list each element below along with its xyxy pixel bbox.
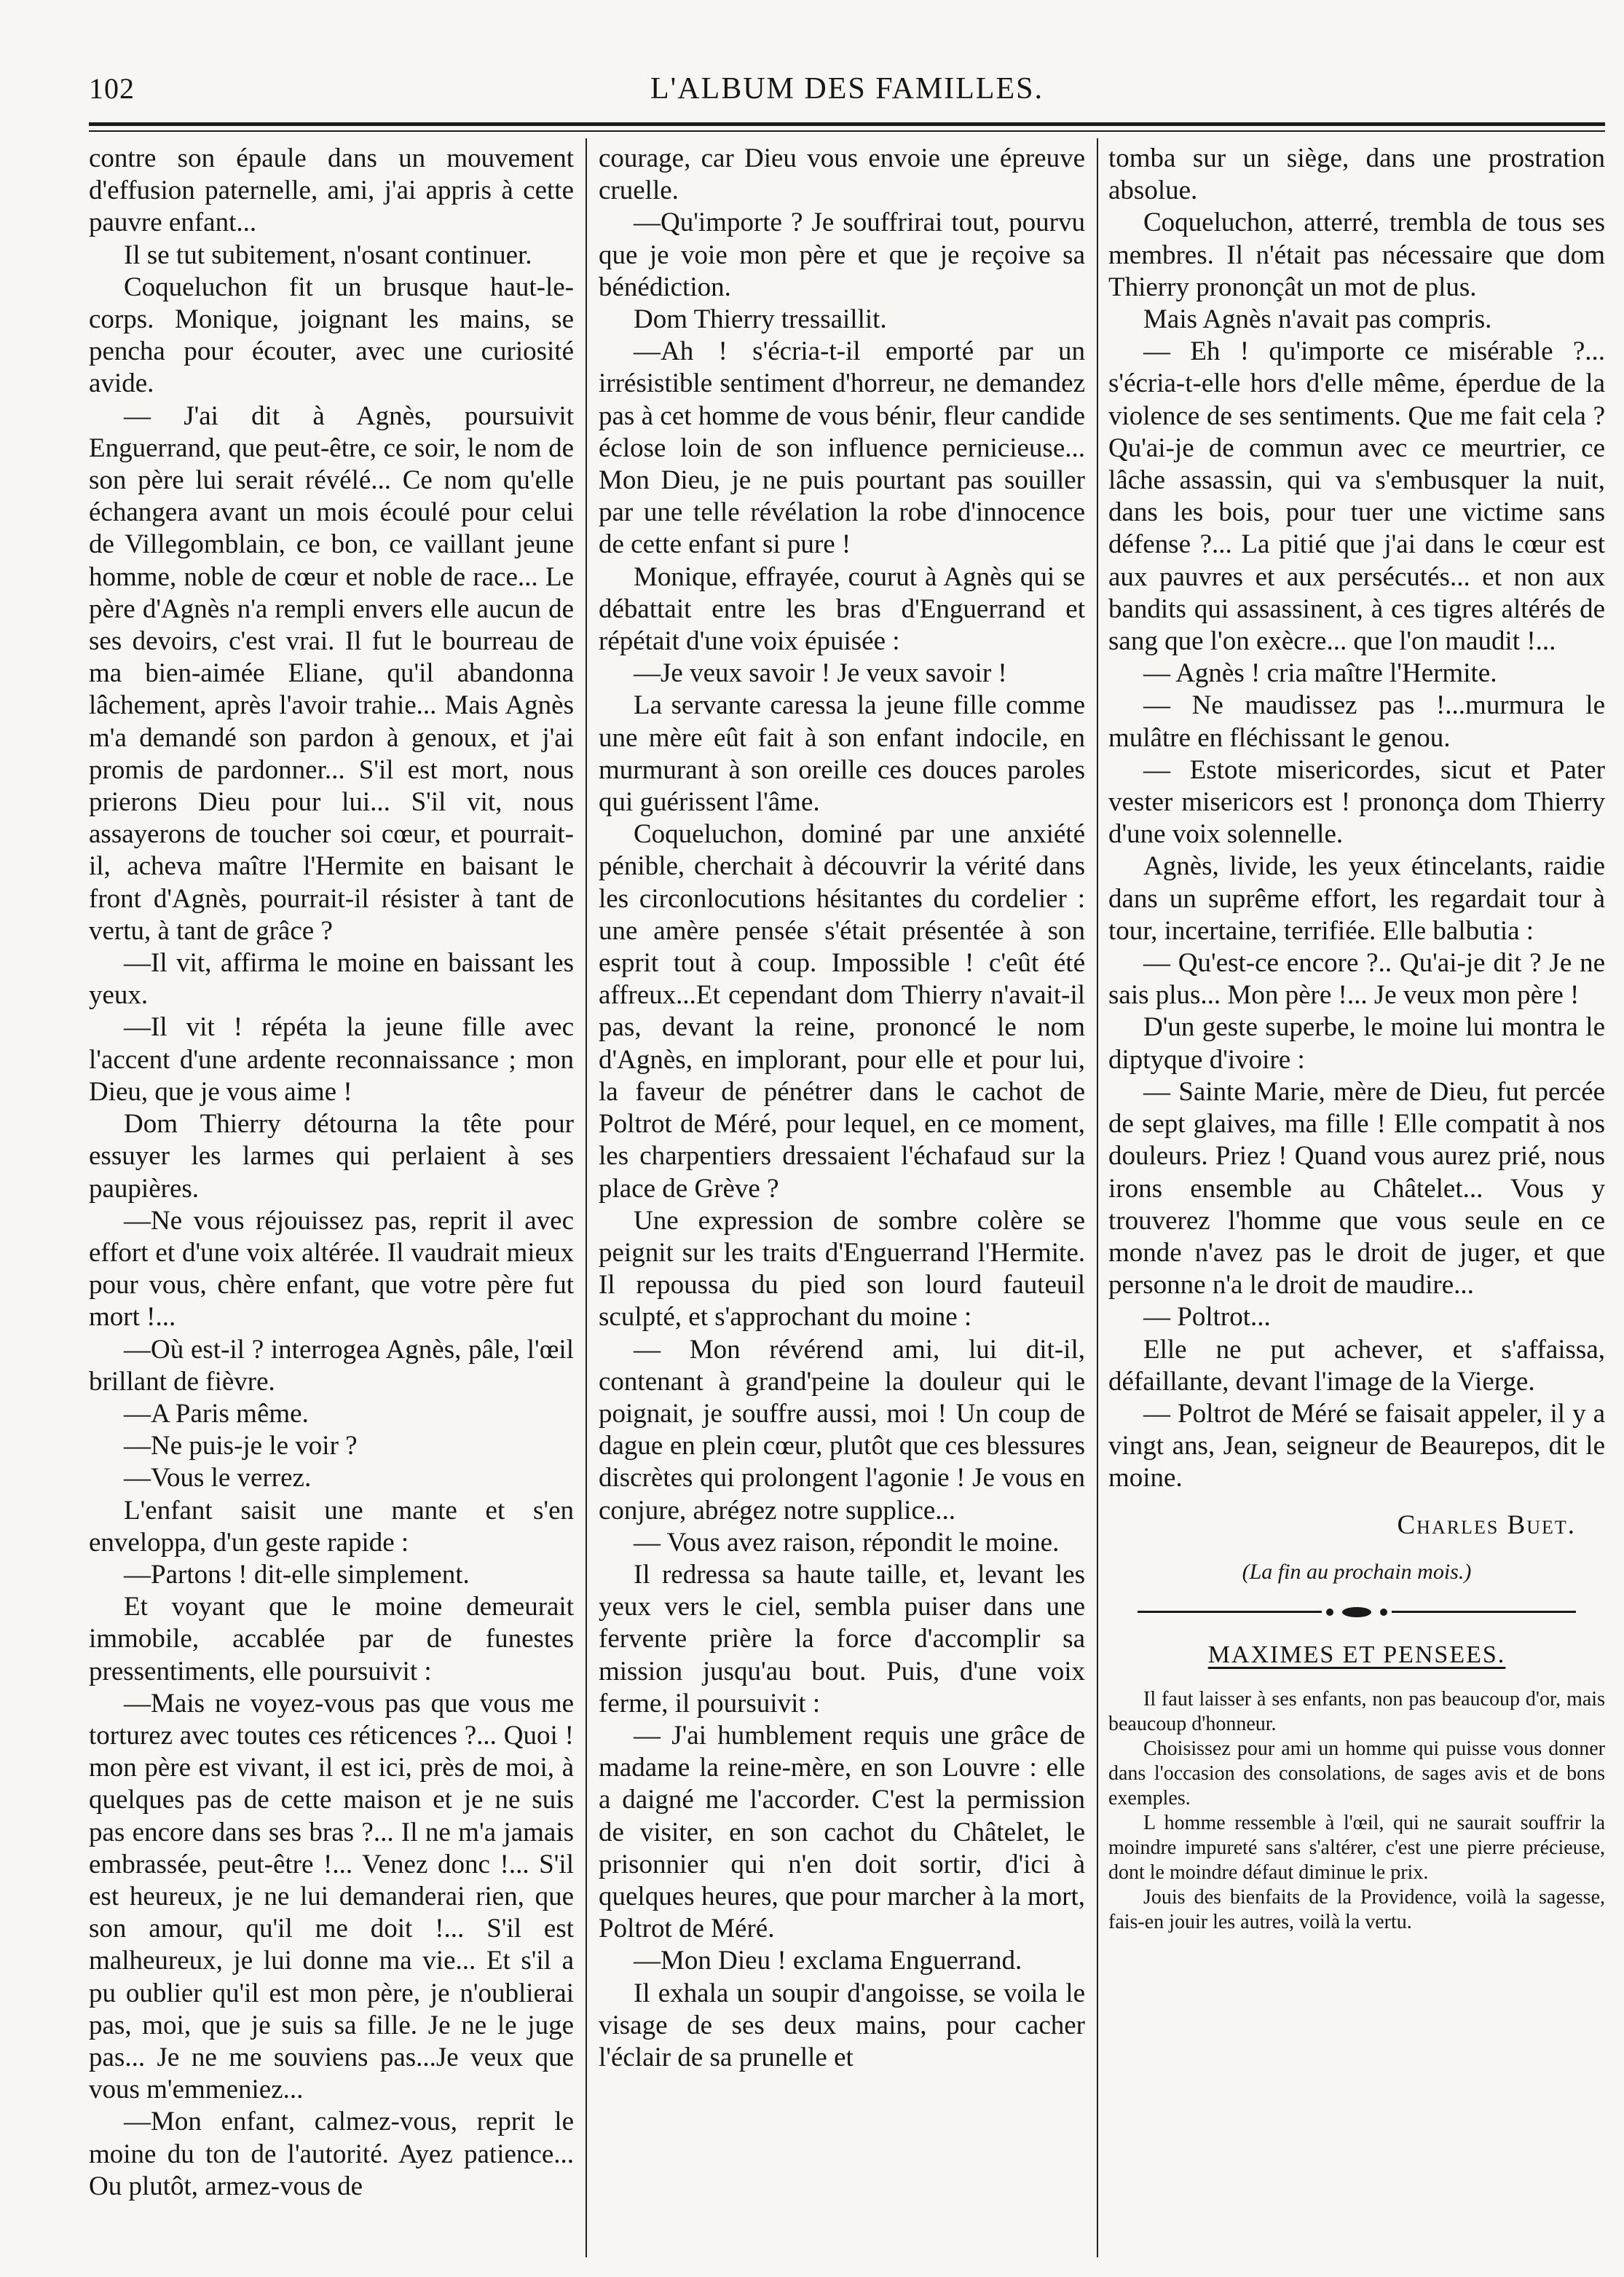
paragraph: tomba sur un siège, dans une prostration absolue. [1108,143,1605,206]
paragraph: —Où est-il ? interrogea Agnès, pâle, l'œil brillant de fièvre. [89,1334,574,1397]
maxims-list [1108,1687,1605,1935]
paragraph: —Ne vous réjouissez pas, reprit il avec effort et d'une voix altérée. Il vaudrait mieux pour vous, chère enfant, que votre père fut mort !... [89,1205,574,1333]
column-divider-1 [586,138,587,2257]
paragraph: — Agnès ! cria maître l'Hermite. [1143,658,1497,689]
paragraph: — Mon révérend ami, lui dit-il, contenant à grand'peine la douleur qui le poignait, je souffre aussi, moi ! Un coup de dague en plein cœur, plutôt que ces blessures discrètes qui prolongent l'agonie ! Je vous en conjure, abrégez notre supplice... [599,1334,1085,1526]
header-rule-thick [89,122,1605,126]
continuation-note: (La fin au prochain mois.) [1242,1559,1472,1584]
paragraph: — J'ai dit à Agnès, poursuivit Enguerrand, que peut-être, ce soir, le nom de son père lui serait révélé... Ce nom qu'elle échangera avant un mois écoulé pour celui de Villegomblain, ce bon, ce vaillant jeune homme, noble de cœur et noble de race... Le père d'Agnès n'a rempli envers elle aucun de ses devoirs, c'est vrai. Il fut le bourreau de ma bien-aimée Eliane, qu'il abandonna lâchement, après l'avoir trahie... Mais Agnès m'a demandé son pardon à genoux, et j'ai promis de pardonner... S'il est mort, nous prierons Dieu pour lui... S'il vit, nous assayerons de toucher soi cœur, et pourrait-il, acheva maître l'Hermite en baisant le front d'Agnès, pourrait-il résister à tant de vertu, à tant de grâce ? [89,400,574,946]
paragraph: Coqueluchon fit un brusque haut-le-corps. Monique, joignant les mains, se pencha pour écouter, avec une curiosité avide. [89,272,574,399]
column-divider-2 [1097,138,1098,2257]
paragraph: Mais Agnès n'avait pas compris. [1143,304,1492,335]
paragraph: —Mon Dieu ! exclama Enguerrand. [634,1946,1022,1976]
text-column-3 [1108,143,1605,2262]
paragraph: Monique, effrayée, courut à Agnès qui se débattait entre les bras d'Enguerrand et répétait d'une voix épuisée : [599,561,1085,657]
paragraph: D'un geste superbe, le moine lui montra le diptyque d'ivoire : [1108,1012,1605,1075]
paragraph: — Sainte Marie, mère de Dieu, fut percée de sept glaives, ma fille ! Elle compatit à nos douleurs. Priez ! Quand vous aurez prié, nous irons ensemble au Châtelet... Vous y trouverez l'homme que vous seule en ce monde n'avez pas le droit de juger, et que personne n'a le droit de maudire... [1108,1076,1605,1301]
paragraph: —Mais ne voyez-vous pas que vous me torturez avec toutes ces réticences ?... Quoi ! mon père est vivant, il est ici, près de moi, à quelques pas de cette maison et je ne suis pas encore dans ses bras ?... Il ne m'a jamais embrassée, peut-être !... Venez donc !... S'il est heureux, je ne lui demanderai rien, que son amour, qu'il me doit !... S'il est malheureux, je lui donne ma vie... Et s'il a pu oublier qu'il est mon père, je n'oublierai pas, moi, que je suis sa fille. Je ne le juge pas... Je ne me souviens pas...Je veux que vous m'emmeniez... [89,1688,574,2105]
paragraph: contre son épaule dans un mouvement d'effusion paternelle, ami, j'ai appris à cette pauvre enfant... [89,143,574,238]
header-rule-thin [89,130,1605,132]
running-title: L'ALBUM DES FAMILLES. [650,72,1044,106]
paragraph: L'enfant saisit une mante et s'en enveloppa, d'un geste rapide : [89,1495,574,1558]
text-column-2 [599,143,1085,2262]
paragraph: Dom Thierry détourna la tête pour essuyer les larmes qui perlaient à ses paupières. [89,1109,574,1204]
page-number: 102 [89,72,135,105]
paragraph: —Il vit, affirma le moine en baissant les yeux. [89,948,574,1011]
maxim-item: Il faut laisser à ses enfants, non pas beaucoup d'or, mais beaucoup d'honneur. [1108,1688,1605,1736]
paragraph: —Ne puis-je le voir ? [124,1431,358,1461]
text-column-1 [89,143,574,2262]
paragraph: Coqueluchon, atterré, trembla de tous ses membres. Il n'était pas nécessaire que dom Thierry prononçât un mot de plus. [1108,208,1605,302]
paragraph: — Poltrot... [1143,1302,1271,1333]
paragraph: —Vous le verrez. [124,1463,312,1493]
maxim-item: L homme ressemble à l'œil, qui ne saurait souffrir la moindre impureté sans s'altérer, c'est une pierre précieuse, dont le moindre défaut diminue le prix. [1108,1812,1605,1885]
paragraph: — Qu'est-ce encore ?.. Qu'ai-je dit ? Je ne sais plus... Mon père !... Je veux mon père ! [1108,948,1605,1011]
maxim-item: Choisissez pour ami un homme qui puisse vous donner dans l'occasion des consolations, de sages avis et de bons exemples. [1108,1737,1605,1810]
paragraph: —Qu'importe ? Je souffrirai tout, pourvu que je voie mon père et que je reçoive sa bénédiction. [599,208,1085,302]
paragraph: Coqueluchon, dominé par une anxiété pénible, cherchait à découvrir la vérité dans les circonlocutions hésitantes du cordelier : une amère pensée s'était présentée à son esprit tout à coup. Impossible ! c'eût été affreux...Et cependant dom Thierry n'avait-il pas, devant la reine, prononcé le nom d'Agnès, en implorant, pour elle et pour lui, la faveur de pénétrer dans le cachot de Poltrot de Méré, pour lequel, en ce moment, les charpentiers dressaient l'échafaud sur la place de Grève ? [599,819,1085,1204]
paragraph: Elle ne put achever, et s'affaissa, défaillante, devant l'image de la Vierge. [1108,1334,1605,1397]
author-signature: Charles Buet. [1397,1510,1576,1540]
paragraph: — Vous avez raison, répondit le moine. [634,1527,1060,1558]
paragraph: Dom Thierry tressaillit. [634,304,887,335]
page-header [89,67,1605,111]
paragraph: Agnès, livide, les yeux étincelants, raidie dans un suprême effort, les regardait tour à tour, incertaine, terrifiée. Elle balbutia : [1108,851,1605,946]
paragraph: Et voyant que le moine demeurait immobile, accablée par de funestes pressentiments, elle poursuivit : [89,1592,574,1686]
paragraph: —Ah ! s'écria-t-il emporté par un irrésistible sentiment d'horreur, ne demandez pas à cet homme de vous bénir, fleur candide éclose loin de son influence pernicieuse... Mon Dieu, je ne puis pourtant pas souiller par une telle révélation la robe d'innocence de cette enfant si pure ! [599,336,1085,560]
paragraph: —A Paris même. [124,1398,309,1429]
paragraph: —Mon enfant, calmez-vous, reprit le moine du ton de l'autorité. Ayez patience... Ou plutôt, armez-vous de [89,2107,574,2201]
paragraph: Une expression de sombre colère se peignit sur les traits d'Enguerrand l'Hermite. Il repoussa du pied son lourd fauteuil sculpté, et s'approchant du moine : [599,1205,1085,1333]
paragraph: — Ne maudissez pas !...murmura le mulâtre en fléchissant le genou. [1108,690,1605,753]
column-3-story [1108,143,1605,1495]
paragraph: La servante caressa la jeune fille comme une mère eût fait à son enfant indocile, en murmurant à son oreille ces douces paroles qui guérissent l'âme. [599,690,1085,818]
paragraph: — Eh ! qu'importe ce misérable ?... s'écria-t-elle hors d'elle même, éperdue de la violence de ses sentiments. Que me fait cela ? Qu'ai-je de commun avec ce meurtrier, ce lâche assassin, qui va s'embusquer la nuit, dans les bois, pour tuer une victime sans défense ?... La pitié que j'ai dans le cœur est aux pauvres et aux persécutés... et non aux bandits qui assassinent, à ces tigres altérés de sang que l'on exècre... que l'on maudit !... [1108,336,1605,657]
ornamental-divider [1138,1607,1576,1617]
paragraph: — Estote misericordes, sicut et Pater vester misericors est ! prononça dom Thierry d'une voix solennelle. [1108,754,1605,850]
paragraph: —Partons ! dit-elle simplement. [124,1559,470,1590]
paragraph: —Il vit ! répéta la jeune fille avec l'accent d'une ardente reconnaissance ; mon Dieu, que je vous aime ! [89,1012,574,1107]
paragraph: — J'ai humblement requis une grâce de madame la reine-mère, en son Louvre : elle a daigné me l'accorder. C'est la permission de visiter, en son cachot du Châtelet, le prisonnier qui n'en doit sortir, d'ici à quelques heures, que pour marcher à la mort, Poltrot de Méré. [599,1720,1085,1944]
maxims-title: MAXIMES ET PENSEES. [1207,1641,1506,1668]
paragraph: Il exhala un soupir d'angoisse, se voila le visage de ses deux mains, pour cacher l'éclair de sa prunelle et [599,1978,1085,2072]
maxim-item: Jouis des bienfaits de la Providence, voilà la sagesse, fais-en jouir les autres, voilà la vertu. [1108,1886,1605,1934]
paragraph: Il se tut subitement, n'osant continuer. [124,240,532,270]
paragraph: —Je veux savoir ! Je veux savoir ! [634,658,1007,689]
paragraph: Il redressa sa haute taille, et, levant les yeux vers le ciel, sembla puiser dans une fervente prière la force d'accomplir sa mission jusqu'au bout. Puis, d'une voix ferme, il poursuivit : [599,1559,1085,1718]
paragraph: courage, car Dieu vous envoie une épreuve cruelle. [599,143,1085,206]
paragraph: — Poltrot de Méré se faisait appeler, il y a vingt ans, Jean, seigneur de Beaurepos, dit le moine. [1108,1398,1605,1493]
